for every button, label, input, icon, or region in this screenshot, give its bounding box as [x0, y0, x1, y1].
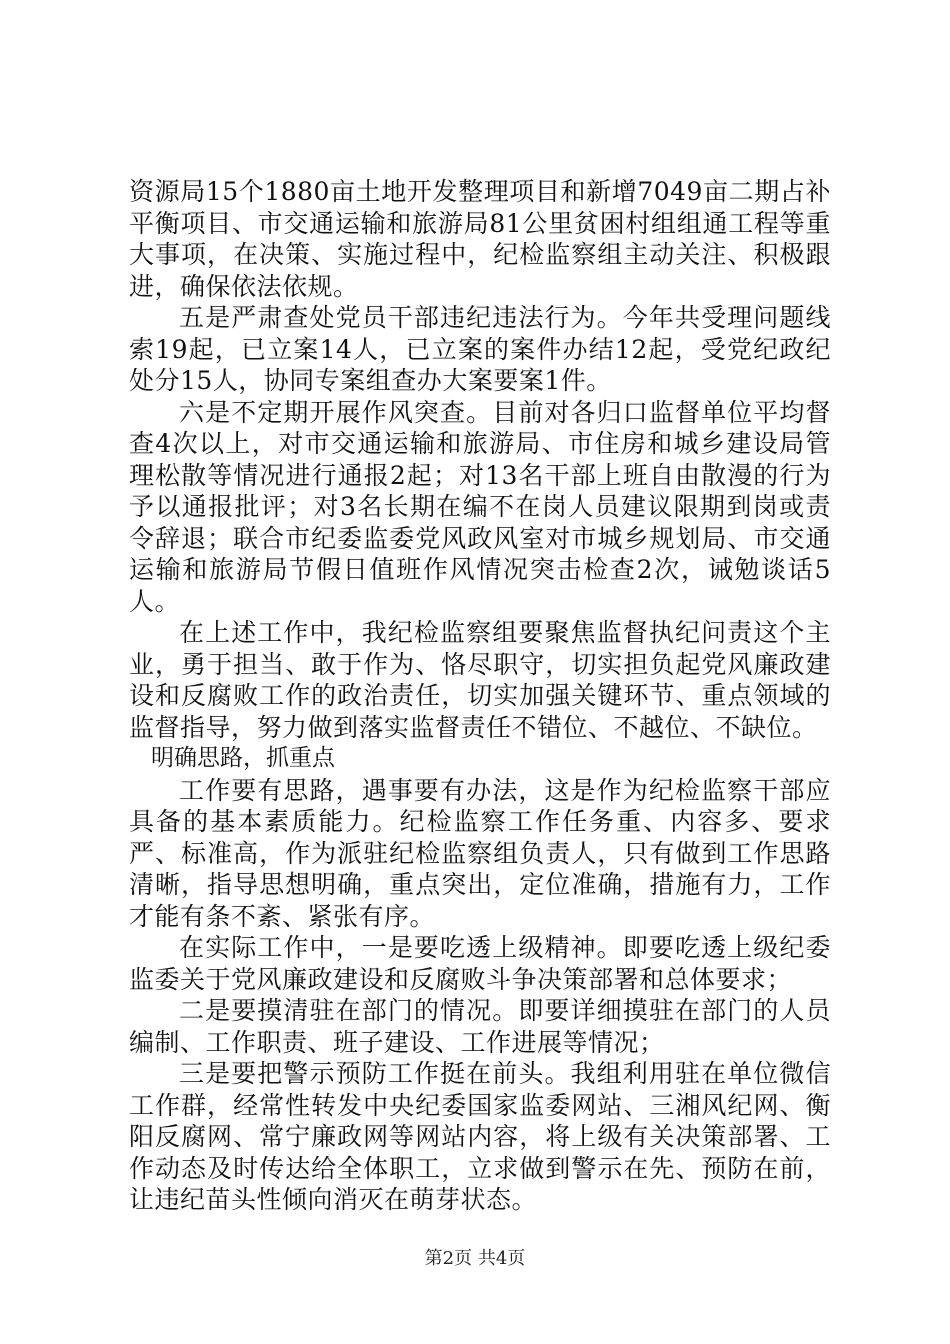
paragraph-4: 在上述工作中，我纪检监察组要聚焦监督执纪问责这个主业，勇于担当、敢于作为、恪尽职守，切实担负起党风廉政建设和反腐败工作的政治责任，切实加强关键环节、重点领域的监督指导，努力做到落实监督责任不错位、不越位、不缺位。 — [129, 618, 831, 742]
paragraph-2: 五是严肃查处党员干部违纪违法行为。今年共受理问题线索19起，已立案14人，已立案的案件办结12起，受党纪政纪处分15人，协同专案组查办大案要案1件。 — [129, 303, 831, 395]
paragraph-5: 工作要有思路，遇事要有办法，这是作为纪检监察干部应具备的基本素质能力。纪检监察工作任务重、内容多、要求严、标准高，作为派驻纪检监察组负责人，只有做到工作思路清晰，指导思想明确，重点突出，定位准确，措施有力，工作才能有条不紊、紧张有序。 — [129, 775, 831, 931]
paragraph-7: 二是要摸清驻在部门的情况。即要详细摸驻在部门的人员编制、工作职责、班子建设、工作进展等情况； — [129, 996, 831, 1057]
document-body — [129, 176, 831, 1216]
paragraph-8: 三是要把警示预防工作挺在前头。我组利用驻在单位微信工作群，经常性转发中央纪委国家监委网站、三湘风纪网、衡阳反腐网、常宁廉政网等网站内容，将上级有关决策部署、工作动态及时传达给全体职工，立求做到警示在先、预防在前，让违纪苗头性倾向消灭在萌芽状态。 — [129, 1059, 831, 1214]
page-footer: 第2页 共4页 — [424, 1248, 526, 1269]
paragraph-1: 资源局15个1880亩土地开发整理项目和新增7049亩二期占补平衡项目、市交通运输和旅游局81公里贫困村组组通工程等重大事项，在决策、实施过程中，纪检监察组主动关注、积极跟进，确保依法依规。 — [129, 177, 831, 301]
paragraph-3: 六是不定期开展作风突查。目前对各归口监督单位平均督查4次以上，对市交通运输和旅游局、市住房和城乡建设局管理松散等情况进行通报2起；对13名干部上班自由散漫的行为予以通报批评；对3名长期在编不在岗人员建议限期到岗或责令辞退；联合市纪委监委党风政风室对市城乡规划局、市交通运输和旅游局节假日值班作风情况突击检查2次，诫勉谈话5人。 — [129, 397, 831, 616]
section-heading: 明确思路，抓重点 — [151, 745, 335, 771]
paragraph-6: 在实际工作中，一是要吃透上级精神。即要吃透上级纪委监委关于党风廉政建设和反腐败斗争决策部署和总体要求； — [129, 933, 831, 994]
